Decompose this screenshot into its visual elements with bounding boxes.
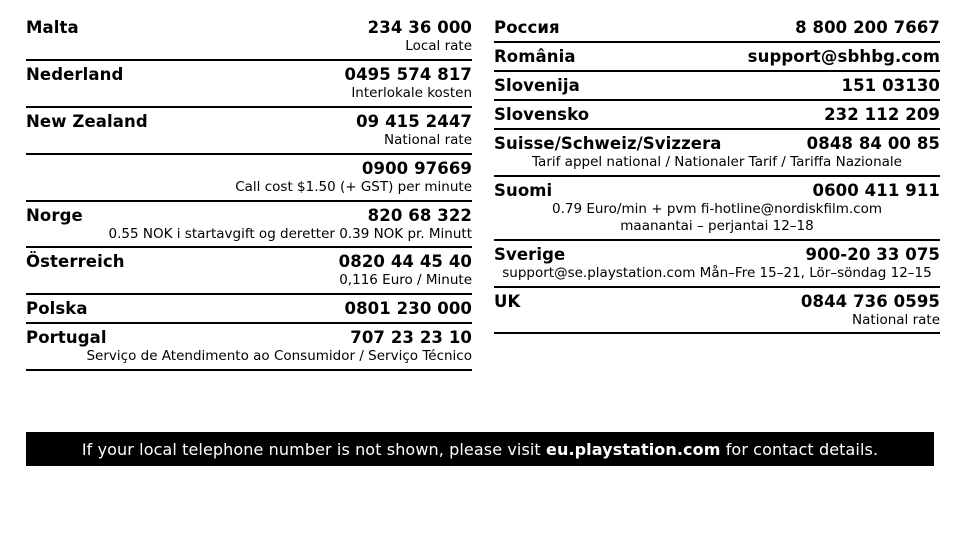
country-label: Suisse/Schweiz/Svizzera — [494, 134, 722, 153]
contact-row-main — [494, 134, 940, 153]
phone-number: 232 112 209 — [824, 105, 940, 124]
country-label: România — [494, 47, 576, 66]
phone-number: 09 415 2447 — [356, 111, 472, 131]
rate-note — [26, 348, 472, 365]
contact-row — [494, 72, 940, 101]
country-label: Sverige — [494, 244, 566, 264]
rate-note-line: support@se.playstation.com Mån–Fre 15–21, Lör–söndag 12–15 — [502, 264, 932, 281]
country-label: Slovenija — [494, 76, 580, 95]
country-label: New Zealand — [26, 111, 148, 131]
rate-note — [494, 265, 940, 282]
contact-row — [494, 288, 940, 335]
rate-note — [26, 179, 472, 196]
contact-row — [26, 108, 472, 155]
rate-note-line: Tarif appel national / Nationaler Tarif / Tariffa Nazionale — [532, 154, 902, 170]
contact-row-main — [26, 18, 472, 37]
rate-note — [26, 272, 472, 289]
phone-number: 0801 230 000 — [344, 299, 472, 319]
phone-number: 234 36 000 — [367, 18, 472, 37]
phone-number: 707 23 23 10 — [350, 328, 472, 348]
rate-note-line: Serviço de Atendimento ao Consumidor / Serviço Técnico — [86, 348, 472, 365]
phone-number: 0600 411 911 — [812, 180, 940, 200]
phone-number: 0900 97669 — [361, 158, 472, 178]
contact-row — [26, 324, 472, 371]
contact-row — [494, 14, 940, 43]
country-label: Polska — [26, 299, 88, 319]
columns-container — [26, 14, 940, 371]
country-label: Suomi — [494, 180, 553, 200]
contact-row-main — [26, 159, 472, 178]
contact-row — [26, 248, 472, 295]
rate-note — [26, 132, 472, 149]
rate-note — [494, 201, 940, 235]
phone-number: 0820 44 45 40 — [338, 252, 472, 272]
footer-text-before: If your local telephone number is not shown, please visit — [81, 439, 546, 459]
footer-text — [82, 440, 878, 459]
country-label: UK — [494, 291, 521, 311]
contact-row-main — [26, 206, 472, 225]
contact-row — [494, 177, 940, 241]
phone-number: 0495 574 817 — [344, 64, 472, 84]
contact-row — [26, 295, 472, 324]
footer-banner — [26, 432, 934, 466]
contact-row-main — [26, 252, 472, 271]
contact-row-main — [494, 76, 940, 95]
rate-note — [26, 38, 472, 55]
rate-note-line: National rate — [384, 131, 472, 148]
rate-note-line: Local rate — [405, 38, 472, 54]
contact-row — [494, 241, 940, 288]
left-column — [26, 14, 472, 371]
footer-website-link[interactable]: eu.playstation.com — [546, 439, 721, 459]
rate-note — [26, 226, 472, 243]
contact-row-main — [494, 105, 940, 124]
country-label: Norge — [26, 205, 83, 225]
phone-number: 900-20 33 075 — [805, 244, 940, 264]
phone-number: 8 800 200 7667 — [795, 18, 940, 37]
contact-row — [26, 14, 472, 61]
rate-note — [494, 154, 940, 171]
country-label: Portugal — [26, 328, 107, 348]
country-label: Malta — [26, 18, 79, 37]
support-email: support@sbhbg.com — [747, 47, 940, 66]
contact-row-main — [26, 299, 472, 318]
contact-row-main — [26, 112, 472, 131]
rate-note-line: National rate — [852, 311, 940, 328]
contact-row-main — [494, 245, 940, 264]
country-label: Россия — [494, 18, 560, 37]
phone-number: 0848 84 00 85 — [806, 134, 940, 153]
rate-note-line: 0.79 Euro/min + pvm fi-hotline@nordiskfilm.com — [551, 200, 883, 217]
right-column — [494, 14, 940, 334]
contact-row-main — [494, 18, 940, 37]
phone-number: 151 03130 — [841, 76, 940, 95]
contact-row — [26, 155, 472, 202]
rate-note-line: maanantai – perjantai 12–18 — [620, 217, 814, 234]
rate-note — [26, 85, 472, 102]
rate-note — [494, 312, 940, 329]
rate-note-line: Interlokale kosten — [351, 84, 472, 101]
contact-row-main — [26, 65, 472, 84]
phone-number: 820 68 322 — [367, 205, 472, 225]
contact-row-main — [26, 328, 472, 347]
contact-row — [494, 43, 940, 72]
contact-row — [494, 101, 940, 130]
country-label: Österreich — [26, 252, 125, 272]
contact-row-main — [494, 47, 940, 66]
rate-note-line: 0.55 NOK i startavgift og deretter 0.39 NOK pr. Minutt — [108, 225, 472, 242]
footer-text-after: for contact details. — [720, 439, 879, 459]
contact-row — [26, 202, 472, 249]
contact-row-main — [494, 181, 940, 200]
rate-note-line: Call cost $1.50 (+ GST) per minute — [235, 178, 472, 195]
contact-row — [26, 61, 472, 108]
phone-number: 0844 736 0595 — [800, 291, 940, 311]
country-label: Slovensko — [494, 105, 590, 124]
country-label: Nederland — [26, 64, 124, 84]
contact-row — [494, 130, 940, 177]
contact-row-main — [494, 292, 940, 311]
rate-note-line: 0,116 Euro / Minute — [339, 272, 472, 289]
